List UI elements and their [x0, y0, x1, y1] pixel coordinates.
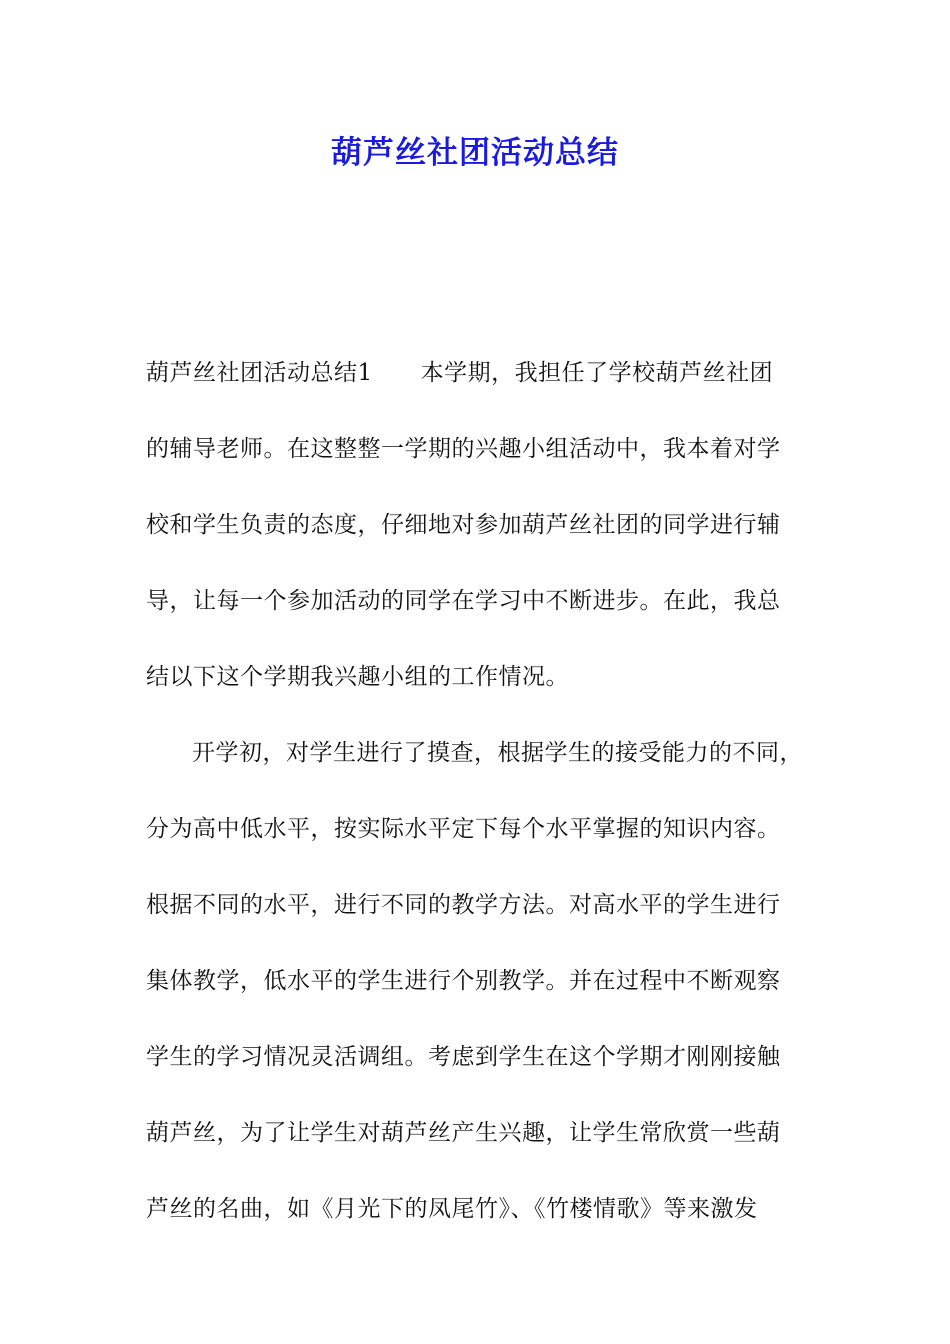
section-heading-inline: 葫芦丝社团活动总结1 [146, 360, 373, 386]
text-line: 校和学生负责的态度，仔细地对参加葫芦丝社团的同学进行辅 [146, 512, 781, 538]
text-line: 芦丝的名曲，如《月光下的凤尾竹》、《竹楼情歌》等来激发 [146, 1196, 758, 1222]
paragraph-2 [146, 715, 836, 1247]
text-line: 分为高中低水平，按实际水平定下每个水平掌握的知识内容。 [146, 816, 781, 842]
text-line: 结以下这个学期我兴趣小组的工作情况。 [146, 664, 569, 690]
text-span: 开学初，对学生进行了摸查，根据学生的接受能力的不同， [192, 740, 803, 766]
text-line: 集体教学，低水平的学生进行个别教学。并在过程中不断观察 [146, 968, 781, 994]
paragraph-1 [146, 335, 836, 715]
text-line [146, 715, 836, 791]
text-line [146, 335, 836, 411]
text-line: 学生的学习情况灵活调组。考虑到学生在这个学期才刚刚接触 [146, 1044, 781, 1070]
text-line: 的辅导老师。在这整整一学期的兴趣小组活动中，我本着对学 [146, 436, 781, 462]
text-line: 根据不同的水平，进行不同的教学方法。对高水平的学生进行 [146, 892, 781, 918]
document-body [146, 335, 836, 1247]
text-span: 本学期，我担任了学校葫芦丝社团 [420, 360, 774, 386]
text-line: 导，让每一个参加活动的同学在学习中不断进步。在此，我总 [146, 588, 781, 614]
text-line: 葫芦丝，为了让学生对葫芦丝产生兴趣，让学生常欣赏一些葫 [146, 1120, 781, 1146]
document-title: 葫芦丝社团活动总结 [331, 135, 619, 171]
